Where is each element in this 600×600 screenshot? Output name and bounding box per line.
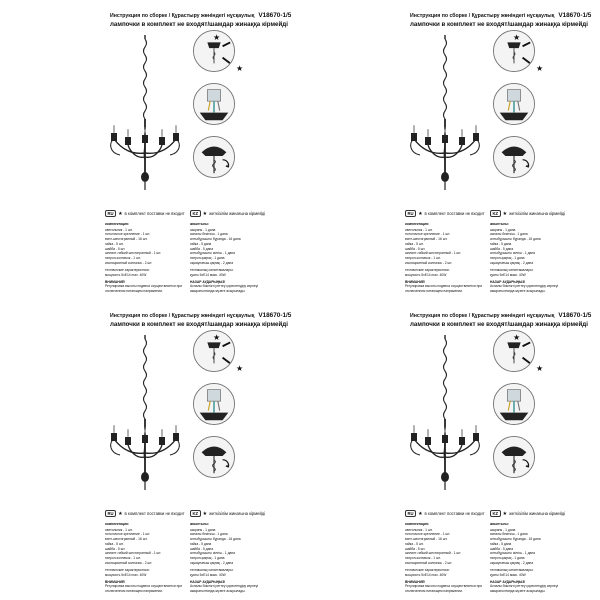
warning-heading: НАЗАР АУДАРЫҢЫЗ! <box>490 279 526 284</box>
tech-value: қуаты 5xE14 макс. 40W <box>190 273 226 278</box>
warning-text: Аспалы биіктікті реттеу қоректендіру кернеуі ажыратылғанда жүзеге асырылады. <box>190 284 259 294</box>
tech-value: мощность 5xE14 max. 40W <box>405 273 447 278</box>
list-item: патрон-колпачок - 1 шт. <box>405 255 441 260</box>
instruction-sheet <box>0 0 300 300</box>
instruction-sheet <box>300 300 600 600</box>
list-item: оқшаулағыш қақпақ - 2 дана <box>190 560 234 565</box>
star-icon: ★ <box>502 210 508 217</box>
assembly-step-3 <box>493 436 535 478</box>
list-item: винт-шестигранный - 16 шт. <box>105 537 148 542</box>
list-item: гайка - 5 шт. <box>405 541 424 546</box>
list-item: алтыбұрышты бұранда - 16 дана <box>490 537 541 542</box>
komplekt-heading: жиынтығы: <box>190 222 209 226</box>
legend-kz <box>190 510 265 517</box>
assembly-steps <box>493 330 543 489</box>
list-item: шайба - 5 шт. <box>405 246 426 251</box>
list-item: аспалы бекіткіш - 1 дана <box>190 232 228 237</box>
list-item: патрон-колпачок - 1 шт. <box>405 555 441 560</box>
legend-kz <box>490 210 565 217</box>
komplekt-heading: комплектация: <box>405 222 430 226</box>
list-item: светильник - 1 шт. <box>105 527 133 532</box>
list-item: патрон-колпачок - 1 шт. <box>105 555 141 560</box>
list-item: шайба - 5 дана <box>190 546 214 551</box>
list-item: гайка - 5 дана <box>190 241 212 246</box>
list-item: гайка - 5 дана <box>490 241 512 246</box>
warning-heading: НАЗАР АУДАРЫҢЫЗ! <box>190 579 226 584</box>
assembly-step-3 <box>193 436 235 478</box>
list-item: винт-шестигранный - 16 шт. <box>405 537 448 542</box>
star-marker: ★ <box>236 64 244 73</box>
kz-column <box>490 522 575 594</box>
list-item: гайка - 5 дана <box>490 541 512 546</box>
kz-column <box>190 222 275 294</box>
list-item: потолочное крепление - 1 шт. <box>105 232 151 237</box>
legend-text: в комплект поставки не входит <box>124 211 185 216</box>
list-item: патрон-қақпақ - 1 дана <box>190 255 225 260</box>
list-item: шырағы - 1 дана <box>490 227 516 232</box>
list-item: шырағы - 1 дана <box>490 527 516 532</box>
star-icon: ★ <box>202 510 208 517</box>
warning-text: Регулировка высоты подвеса осуществляется при отключенном питающем напряжении. <box>105 584 183 594</box>
star-icon: ★ <box>502 510 508 517</box>
bulbs-note: лампочки в комплект не входят/шамдар жинаққа кірмейді <box>410 321 588 328</box>
list-item: аспалы бекіткіш - 1 дана <box>490 232 528 237</box>
list-item: шплинт-гибкий шестигранный - 1 шт. <box>105 551 162 556</box>
legend-text: жеткізілім жинағына кірмейді <box>209 511 266 516</box>
assembly-step-2 <box>193 83 235 125</box>
model-number: V18670-1/5 <box>558 312 592 319</box>
warning-heading: НАЗАР АУДАРЫҢЫЗ! <box>190 279 226 284</box>
kz-column <box>490 222 575 294</box>
list-item: потолочное крепление - 1 шт. <box>405 532 451 537</box>
ru-column <box>405 222 490 294</box>
list-item: шайба - 5 шт. <box>105 546 126 551</box>
list-item: светильник - 1 шт. <box>105 227 133 232</box>
warning-heading: ВНИМАНИЕ! <box>105 279 126 284</box>
sheet-header <box>110 312 290 328</box>
tech-heading: техникалық сипаттамалары: <box>490 268 534 273</box>
kz-flag-label: KZ <box>490 510 501 517</box>
bulbs-note: лампочки в комплект не входят/шамдар жинаққа кірмейді <box>110 21 288 28</box>
legend-text: в комплект поставки не входит <box>424 211 485 216</box>
list-item: алтыбұрышты иілгіш - 1 дана <box>190 551 235 556</box>
legend-ru <box>405 510 485 517</box>
bulbs-note: лампочки в комплект не входят/шамдар жинаққа кірмейді <box>110 321 288 328</box>
assembly-step-2 <box>493 83 535 125</box>
legend-text: жеткізілім жинағына кірмейді <box>209 211 266 216</box>
ru-column <box>105 522 190 594</box>
star-icon: ★ <box>202 210 208 217</box>
model-number: V18670-1/5 <box>258 312 292 319</box>
list-item: потолочное крепление - 1 шт. <box>105 532 151 537</box>
sheet-header <box>110 12 290 28</box>
star-icon: ★ <box>418 510 423 517</box>
list-item: патрон-қақпақ - 1 дана <box>490 555 525 560</box>
legend-text: жеткізілім жинағына кірмейді <box>509 211 566 216</box>
instruction-title: Инструкция по сборке / Құрастыру жөніндегі нұсқаулық <box>110 313 255 319</box>
star-marker: ★ <box>536 64 544 73</box>
list-item: шайба - 5 дана <box>490 546 514 551</box>
tech-value: қуаты 5xE14 макс. 40W <box>490 573 526 578</box>
ru-flag-label: RU <box>405 510 416 517</box>
list-item: шайба - 5 шт. <box>105 246 126 251</box>
list-item: алтыбұрышты бұранда - 16 дана <box>490 237 541 242</box>
komplekt-heading: комплектация: <box>405 522 430 526</box>
komplekt-heading: комплектация: <box>105 522 130 526</box>
tech-value: мощность 5xE14 max. 40W <box>105 273 147 278</box>
komplekt-heading: жиынтығы: <box>490 522 509 526</box>
star-marker: ★ <box>513 333 521 342</box>
kz-column <box>190 522 275 594</box>
warning-heading: ВНИМАНИЕ! <box>405 279 426 284</box>
star-icon: ★ <box>118 210 123 217</box>
chandelier-illustration <box>400 35 490 200</box>
legend-ru <box>105 210 185 217</box>
list-item: оқшаулағыш қақпақ - 2 дана <box>190 260 234 265</box>
list-item: светильник - 1 шт. <box>405 227 433 232</box>
sheet-header <box>410 12 590 28</box>
list-item: шайба - 5 дана <box>190 246 214 251</box>
list-item: светильник - 1 шт. <box>405 527 433 532</box>
warning-text: Аспалы биіктікті реттеу қоректендіру кернеуі ажыратылғанда жүзеге асырылады. <box>490 284 559 294</box>
assembly-step-2 <box>193 383 235 425</box>
instruction-title: Инструкция по сборке / Құрастыру жөніндегі нұсқаулық <box>410 13 555 19</box>
list-item: гайка - 5 дана <box>190 541 212 546</box>
list-item: шырағы - 1 дана <box>190 527 216 532</box>
komplekt-heading: жиынтығы: <box>190 522 209 526</box>
warning-text: Регулировка высоты подвеса осуществляется при отключенном питающем напряжении. <box>105 284 183 294</box>
assembly-step-2 <box>493 383 535 425</box>
instruction-title: Инструкция по сборке / Құрастыру жөніндегі нұсқаулық <box>110 13 255 19</box>
list-item: шплинт-гибкий шестигранный - 1 шт. <box>405 251 462 256</box>
legend-kz <box>490 510 565 517</box>
legend-text: в комплект поставки не входит <box>124 511 185 516</box>
list-item: алтыбұрышты иілгіш - 1 дана <box>490 551 535 556</box>
list-item: гайка - 5 шт. <box>405 241 424 246</box>
legend-ru <box>405 210 485 217</box>
kz-flag-label: KZ <box>190 210 201 217</box>
komplekt-heading: комплектация: <box>105 222 130 226</box>
list-item: потолочное крепление - 1 шт. <box>405 232 451 237</box>
ru-column <box>405 522 490 594</box>
legend-text: жеткізілім жинағына кірмейді <box>509 511 566 516</box>
assembly-step-3 <box>493 136 535 178</box>
tech-heading: технические характеристики: <box>405 568 450 573</box>
tech-heading: технические характеристики: <box>105 568 150 573</box>
chandelier-illustration <box>400 335 490 500</box>
list-item: алтыбұрышты бұранда - 16 дана <box>190 237 241 242</box>
assembly-step-3 <box>193 136 235 178</box>
star-marker: ★ <box>213 33 221 42</box>
instruction-sheet <box>300 0 600 300</box>
bulbs-note: лампочки в комплект не входят/шамдар жинаққа кірмейді <box>410 21 588 28</box>
list-item: шплинт-гибкий шестигранный - 1 шт. <box>105 251 162 256</box>
star-icon: ★ <box>418 210 423 217</box>
list-item: оқшаулағыш қақпақ - 2 дана <box>490 560 534 565</box>
warning-heading: ВНИМАНИЕ! <box>405 579 426 584</box>
list-item: оқшаулағыш қақпақ - 2 дана <box>490 260 534 265</box>
warning-text: Аспалы биіктікті реттеу қоректендіру кернеуі ажыратылғанда жүзеге асырылады. <box>190 584 259 594</box>
warning-text: Регулировка высоты подвеса осуществляется при отключенном питающем напряжении. <box>405 284 483 294</box>
list-item: патрон-колпачок - 1 шт. <box>105 255 141 260</box>
legend-text: в комплект поставки не входит <box>424 511 485 516</box>
kz-flag-label: KZ <box>490 210 501 217</box>
chandelier-illustration <box>100 335 190 500</box>
instruction-sheet <box>0 300 300 600</box>
tech-heading: техникалық сипаттамалары: <box>190 268 234 273</box>
warning-heading: ВНИМАНИЕ! <box>105 579 126 584</box>
list-item: винт-шестигранный - 16 шт. <box>405 237 448 242</box>
warning-text: Регулировка высоты подвеса осуществляется при отключенном питающем напряжении. <box>405 584 483 594</box>
list-item: изоляционный колпачок - 2 шт. <box>405 260 453 265</box>
list-item: аспалы бекіткіш - 1 дана <box>190 532 228 537</box>
list-item: аспалы бекіткіш - 1 дана <box>490 532 528 537</box>
list-item: шайба - 5 шт. <box>405 546 426 551</box>
list-item: алтыбұрышты иілгіш - 1 дана <box>190 251 235 256</box>
instruction-title: Инструкция по сборке / Құрастыру жөніндегі нұсқаулық <box>410 313 555 319</box>
komplekt-heading: жиынтығы: <box>490 222 509 226</box>
assembly-steps <box>193 30 243 189</box>
list-item: алтыбұрышты бұранда - 16 дана <box>190 537 241 542</box>
warning-heading: НАЗАР АУДАРЫҢЫЗ! <box>490 579 526 584</box>
tech-value: мощность 5xE14 max. 40W <box>405 573 447 578</box>
tech-value: мощность 5xE14 max. 40W <box>105 573 147 578</box>
list-item: алтыбұрышты иілгіш - 1 дана <box>490 251 535 256</box>
ru-flag-label: RU <box>405 210 416 217</box>
kz-flag-label: KZ <box>190 510 201 517</box>
list-item: винт-шестигранный - 16 шт. <box>105 237 148 242</box>
star-icon: ★ <box>118 510 123 517</box>
list-item: изоляционный колпачок - 2 шт. <box>405 560 453 565</box>
list-item: шплинт-гибкий шестигранный - 1 шт. <box>405 551 462 556</box>
list-item: изоляционный колпачок - 2 шт. <box>105 260 153 265</box>
list-item: шырағы - 1 дана <box>190 227 216 232</box>
tech-heading: техникалық сипаттамалары: <box>490 568 534 573</box>
legend-ru <box>105 510 185 517</box>
ru-flag-label: RU <box>105 210 116 217</box>
tech-heading: технические характеристики: <box>105 268 150 273</box>
model-number: V18670-1/5 <box>258 12 292 19</box>
assembly-steps <box>193 330 243 489</box>
chandelier-illustration <box>100 35 190 200</box>
tech-heading: технические характеристики: <box>405 268 450 273</box>
assembly-steps <box>493 30 543 189</box>
legend-kz <box>190 210 265 217</box>
ru-column <box>105 222 190 294</box>
tech-value: қуаты 5xE14 макс. 40W <box>190 573 226 578</box>
list-item: шайба - 5 дана <box>490 246 514 251</box>
list-item: гайка - 5 шт. <box>105 541 124 546</box>
ru-flag-label: RU <box>105 510 116 517</box>
warning-text: Аспалы биіктікті реттеу қоректендіру кернеуі ажыратылғанда жүзеге асырылады. <box>490 584 559 594</box>
tech-heading: техникалық сипаттамалары: <box>190 568 234 573</box>
list-item: изоляционный колпачок - 2 шт. <box>105 560 153 565</box>
star-marker: ★ <box>213 333 221 342</box>
star-marker: ★ <box>536 364 544 373</box>
model-number: V18670-1/5 <box>558 12 592 19</box>
star-marker: ★ <box>513 33 521 42</box>
tech-value: қуаты 5xE14 макс. 40W <box>490 273 526 278</box>
star-marker: ★ <box>236 364 244 373</box>
list-item: гайка - 5 шт. <box>105 241 124 246</box>
list-item: патрон-қақпақ - 1 дана <box>490 255 525 260</box>
sheet-header <box>410 312 590 328</box>
list-item: патрон-қақпақ - 1 дана <box>190 555 225 560</box>
